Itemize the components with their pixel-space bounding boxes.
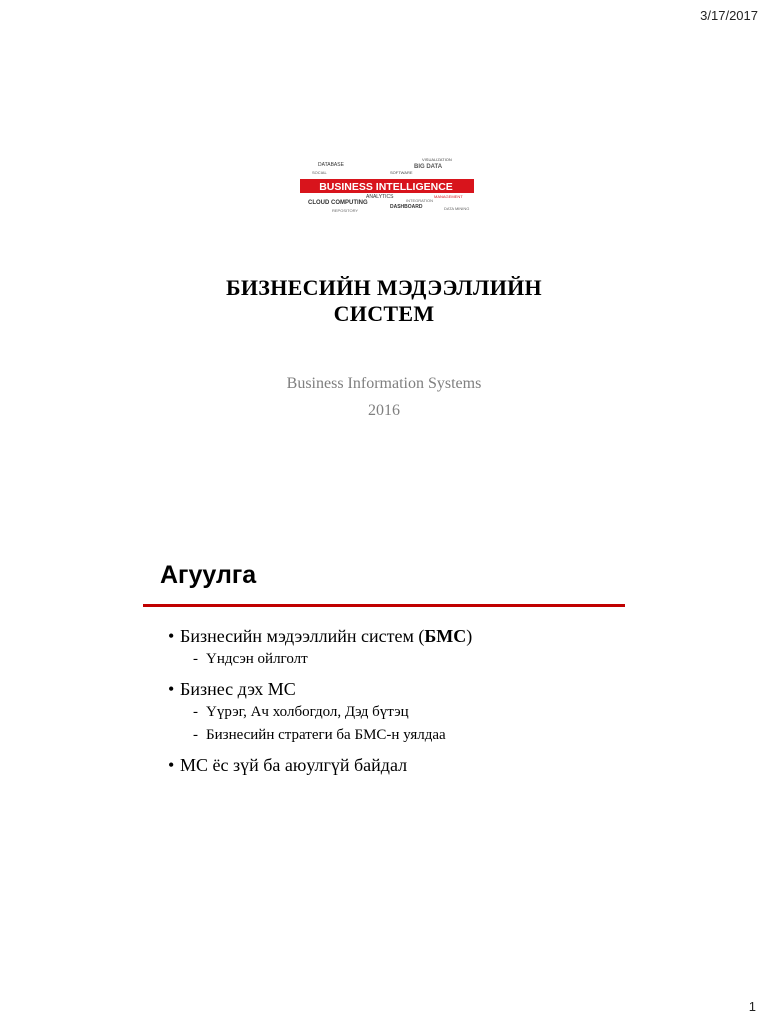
wordcloud-word: DATA MINING [444, 206, 470, 211]
list-item [168, 677, 638, 701]
bullet-text-suffix: ) [466, 626, 473, 646]
bullet-icon: • [168, 626, 175, 646]
bullet-icon: • [168, 679, 175, 699]
heading-divider [143, 604, 625, 607]
slide-title [0, 275, 768, 327]
list-item [168, 753, 638, 777]
slide-subtitle [0, 370, 768, 424]
wordcloud-word: REPOSITORY [332, 208, 359, 213]
bullet-text: Бизнес дэх МС [180, 679, 296, 699]
wordcloud-banner: BUSINESS INTELLIGENCE [319, 181, 453, 193]
wordcloud-word: CLOUD COMPUTING [308, 200, 368, 206]
subtitle-line1: Business Information Systems [286, 375, 482, 392]
contents-list [168, 624, 638, 777]
slide-title-line1: БИЗНЕСИЙН МЭДЭЭЛЛИЙН [226, 275, 542, 300]
list-item [168, 624, 638, 648]
date-label: 3/17/2017 [700, 8, 758, 23]
subtitle-year: 2016 [368, 402, 400, 419]
business-intelligence-wordcloud-image [294, 152, 478, 222]
wordcloud-word: DATABASE [318, 162, 344, 168]
sub-item-text: Үүрэг, Ач холбогдол, Дэд бүтэц [206, 704, 409, 720]
dash-icon: - [193, 727, 198, 743]
wordcloud-word: MANAGEMENT [434, 194, 463, 199]
bullet-icon: • [168, 755, 175, 775]
wordcloud-word: BIG DATA [414, 164, 443, 170]
sub-item-text: Бизнесийн стратеги ба БМС-н уялдаа [206, 727, 446, 743]
dash-icon: - [193, 704, 198, 720]
wordcloud-word: SOFTWARE [390, 170, 413, 175]
sub-list-item [193, 648, 638, 671]
bullet-text-prefix: Бизнесийн мэдээллийн систем ( [180, 626, 425, 646]
wordcloud-word: VISUALIZATION [422, 157, 452, 162]
wordcloud-word: ANALYTICS [366, 194, 394, 200]
page-number: 1 [748, 999, 756, 1014]
wordcloud-word: SOCIAL [312, 170, 327, 175]
sub-list-item [193, 701, 638, 724]
dash-icon: - [193, 651, 198, 667]
slide-title-line2: СИСТЕМ [333, 301, 435, 326]
bullet-text-bold: БМС [424, 626, 467, 646]
sub-list-item [193, 724, 638, 747]
bullet-text: МС ёс зүй ба аюулгүй байдал [180, 755, 408, 775]
wordcloud-word: DASHBOARD [390, 204, 423, 210]
contents-heading: Агуулга [160, 561, 257, 589]
wordcloud-word: INTEGRATION [406, 198, 434, 203]
sub-item-text: Үндсэн ойлголт [206, 651, 308, 667]
